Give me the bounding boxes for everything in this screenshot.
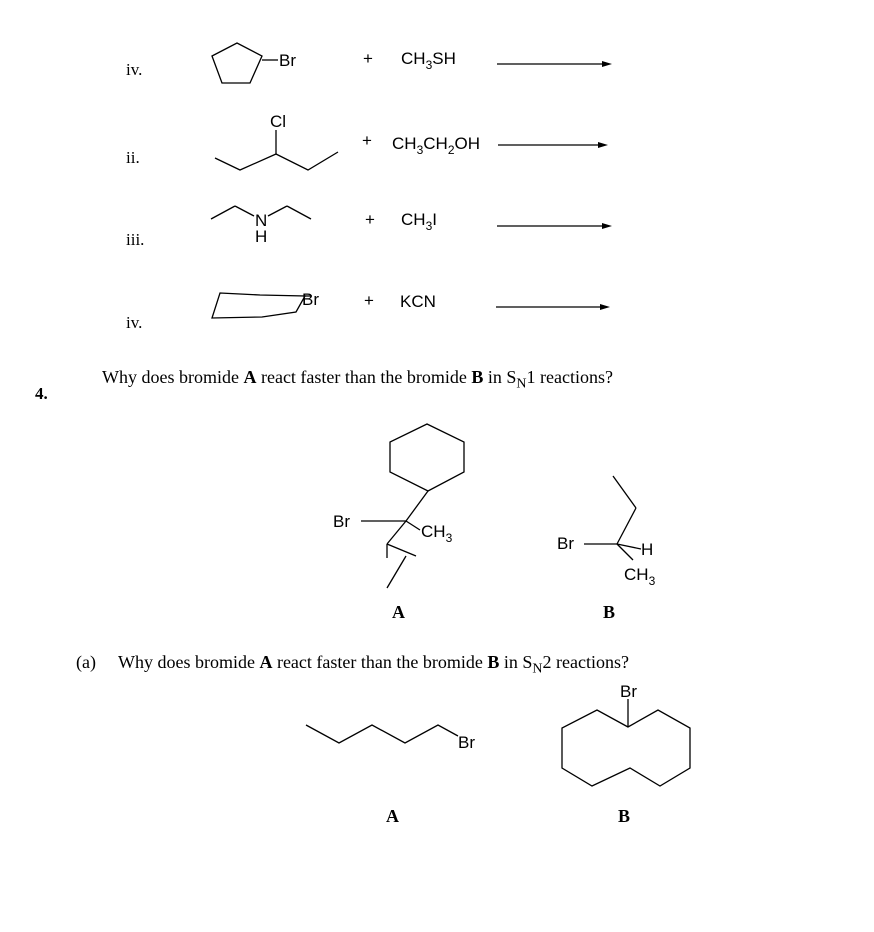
sn2-a-bromine: Br	[458, 733, 475, 752]
reaction-4-numeral: iv.	[126, 313, 143, 332]
chloropentane-structure	[215, 112, 338, 170]
r4-plus: +	[364, 291, 374, 310]
question-number: 4.	[35, 384, 48, 403]
r3-reagent: $CH_3I$	[401, 210, 437, 233]
sn1-a-methyl: $CH_3$	[421, 522, 453, 545]
sn2-label-a: A	[386, 806, 399, 826]
sn1-label-a: A	[392, 602, 405, 622]
r1-substituent: Br	[279, 51, 296, 70]
sn1-structure-b	[557, 476, 656, 588]
r3-plus: +	[365, 210, 375, 229]
r4-substituent: Br	[302, 290, 319, 309]
sn1-label-b: B	[603, 602, 616, 622]
reaction-2-numeral: ii.	[126, 148, 140, 167]
cyclopentane-structure	[212, 43, 296, 83]
sn2-b-bromine: Br	[620, 682, 637, 701]
sn2-structure-b	[562, 682, 690, 786]
sn1-a-bromine: Br	[333, 512, 350, 531]
sn1-b-bromine: Br	[557, 534, 574, 553]
diethylamine-structure	[211, 206, 311, 246]
sn2-label-b: B	[618, 806, 631, 826]
r2-arrow	[498, 142, 608, 148]
r4-arrow	[496, 304, 610, 310]
sn2-structure-a	[306, 725, 475, 752]
r3-nitrogen: N	[255, 211, 268, 230]
r4-reagent: KCN	[400, 292, 436, 311]
r1-arrow	[497, 61, 612, 67]
r1-reagent: $CH_3SH$	[401, 49, 456, 72]
r2-reagent: $CH_3CH_2OH$	[392, 134, 480, 157]
r2-plus: +	[362, 131, 372, 150]
reaction-3-numeral: iii.	[126, 230, 145, 249]
reaction-1-numeral: iv.	[126, 60, 143, 79]
r1-plus: +	[363, 49, 373, 68]
r3-arrow	[497, 223, 612, 229]
sn1-b-methyl: $CH_3$	[624, 565, 656, 588]
sn1-structure-a	[333, 424, 464, 588]
cyclohexane-chair-structure	[212, 290, 319, 318]
r3-hydrogen: H	[255, 227, 268, 246]
r2-substituent: Cl	[270, 112, 287, 131]
question-a-text: (a) Why does bromide A react faster than the bromide B in $S_N2$ reactions?	[76, 652, 629, 677]
sn1-b-hydrogen: H	[641, 540, 654, 559]
question-4-text: Why does bromide A react faster than the bromide B in $S_N1$ reactions?	[102, 367, 613, 392]
